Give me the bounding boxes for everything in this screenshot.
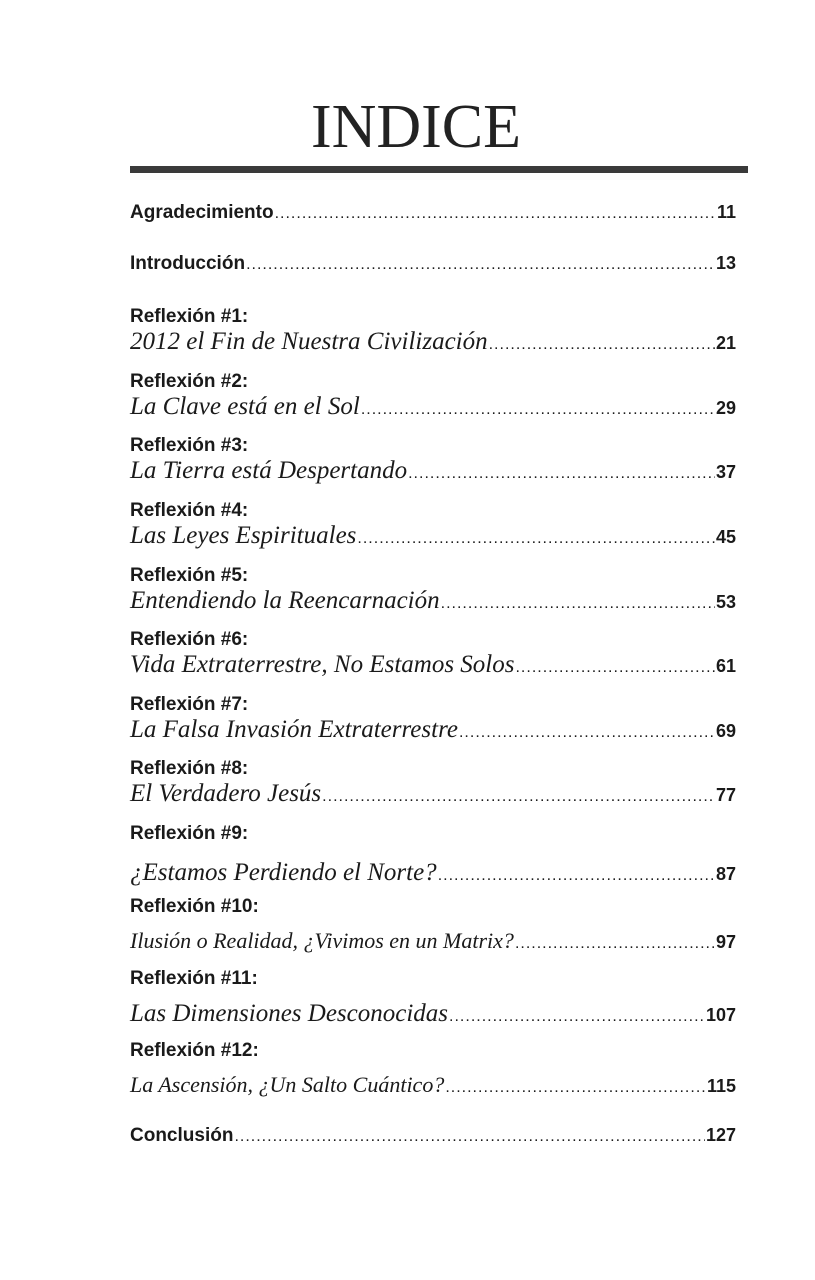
toc-entry-title: Ilusión o Realidad, ¿Vivimos en un Matrix? xyxy=(130,928,514,953)
dot-leader xyxy=(357,530,715,548)
toc-page-number: 37 xyxy=(715,462,736,482)
toc-entry-title: La Tierra está Despertando xyxy=(130,457,408,484)
toc-entry-label: Reflexión #8: xyxy=(130,758,249,779)
toc-page-number: 11 xyxy=(716,202,736,222)
dot-leader xyxy=(408,465,715,483)
toc-page-number: 53 xyxy=(715,592,736,612)
dot-leader xyxy=(445,1079,706,1097)
toc-entry-reflexion-7[interactable] xyxy=(130,694,736,744)
toc-page-number: 107 xyxy=(705,1005,736,1025)
dot-leader xyxy=(438,867,715,885)
toc-entry-conclusion[interactable] xyxy=(130,1125,736,1147)
dot-leader xyxy=(275,205,716,223)
dot-leader xyxy=(234,1128,705,1146)
toc-entry-title: 2012 el Fin de Nuestra Civilización xyxy=(130,328,488,355)
toc-entry-reflexion-9[interactable] xyxy=(130,823,736,887)
dot-leader xyxy=(489,336,715,354)
toc-entry-reflexion-6[interactable] xyxy=(130,629,736,679)
toc-entry-title: La Clave está en el Sol xyxy=(130,393,360,420)
dot-leader xyxy=(515,935,715,953)
toc-entry-reflexion-5[interactable] xyxy=(130,565,736,615)
toc-entry-reflexion-1[interactable] xyxy=(130,306,736,356)
toc-entry-title: Entendiendo la Reencarnación xyxy=(130,587,440,614)
toc-entry-title: La Ascensión, ¿Un Salto Cuántico? xyxy=(130,1072,445,1097)
dot-leader xyxy=(515,659,714,677)
toc-entry-label: Reflexión #9: xyxy=(130,823,249,844)
toc-page-number: 115 xyxy=(706,1076,736,1096)
dot-leader xyxy=(449,1008,705,1026)
toc-page-number: 87 xyxy=(715,864,736,884)
dot-leader xyxy=(441,595,715,613)
toc-entry-label: Reflexión #10: xyxy=(130,896,259,917)
toc-page-number: 13 xyxy=(715,253,736,273)
toc-entry-title: Las Leyes Espirituales xyxy=(130,522,357,549)
toc-entry-reflexion-10[interactable] xyxy=(130,896,736,954)
toc-entry-label: Reflexión #11: xyxy=(130,968,258,989)
toc-entry-label: Reflexión #7: xyxy=(130,694,249,715)
toc-entry-label: Reflexión #3: xyxy=(130,435,249,456)
toc-page-number: 45 xyxy=(715,527,736,547)
toc-page-number: 77 xyxy=(715,785,736,805)
toc-entry-title: Agradecimiento xyxy=(130,202,274,223)
toc-entry-title: Introducción xyxy=(130,253,246,274)
toc-page-number: 69 xyxy=(715,721,736,741)
toc-entry-title: Conclusión xyxy=(130,1125,234,1146)
toc-entry-label: Reflexión #1: xyxy=(130,306,249,327)
page-title: INDICE xyxy=(310,93,522,161)
toc-entry-label: Reflexión #6: xyxy=(130,629,249,650)
toc-entry-agradecimiento[interactable] xyxy=(130,202,736,224)
dot-leader xyxy=(322,788,715,806)
toc-entry-title: Las Dimensiones Desconocidas xyxy=(130,1000,449,1027)
toc-entry-label: Reflexión #4: xyxy=(130,500,249,521)
toc-entry-reflexion-2[interactable] xyxy=(130,371,736,421)
toc-entry-reflexion-11[interactable] xyxy=(130,968,736,1028)
toc-page-number: 127 xyxy=(705,1125,736,1145)
toc-entry-title: La Falsa Invasión Extraterrestre xyxy=(130,716,458,743)
toc-entry-label: Reflexión #2: xyxy=(130,371,249,392)
toc-entry-reflexion-12[interactable] xyxy=(130,1040,736,1098)
dot-leader xyxy=(361,401,715,419)
title-divider xyxy=(130,166,748,173)
toc-entry-title: ¿Estamos Perdiendo el Norte? xyxy=(130,859,437,886)
toc-entry-reflexion-3[interactable] xyxy=(130,435,736,485)
dot-leader xyxy=(459,724,715,742)
toc-entry-reflexion-8[interactable] xyxy=(130,758,736,808)
toc-entry-title: El Verdadero Jesús xyxy=(130,780,322,807)
toc-page-number: 29 xyxy=(715,398,736,418)
toc-entry-reflexion-4[interactable] xyxy=(130,500,736,550)
toc-page-number: 61 xyxy=(715,656,736,676)
toc-entry-label: Reflexión #5: xyxy=(130,565,249,586)
toc-entry-label: Reflexión #12: xyxy=(130,1040,259,1061)
toc-page-number: 97 xyxy=(715,932,736,952)
toc-entry-title: Vida Extraterrestre, No Estamos Solos xyxy=(130,651,515,678)
toc-page-number: 21 xyxy=(715,333,736,353)
toc-entry-introduccion[interactable] xyxy=(130,253,736,275)
dot-leader xyxy=(246,256,715,274)
